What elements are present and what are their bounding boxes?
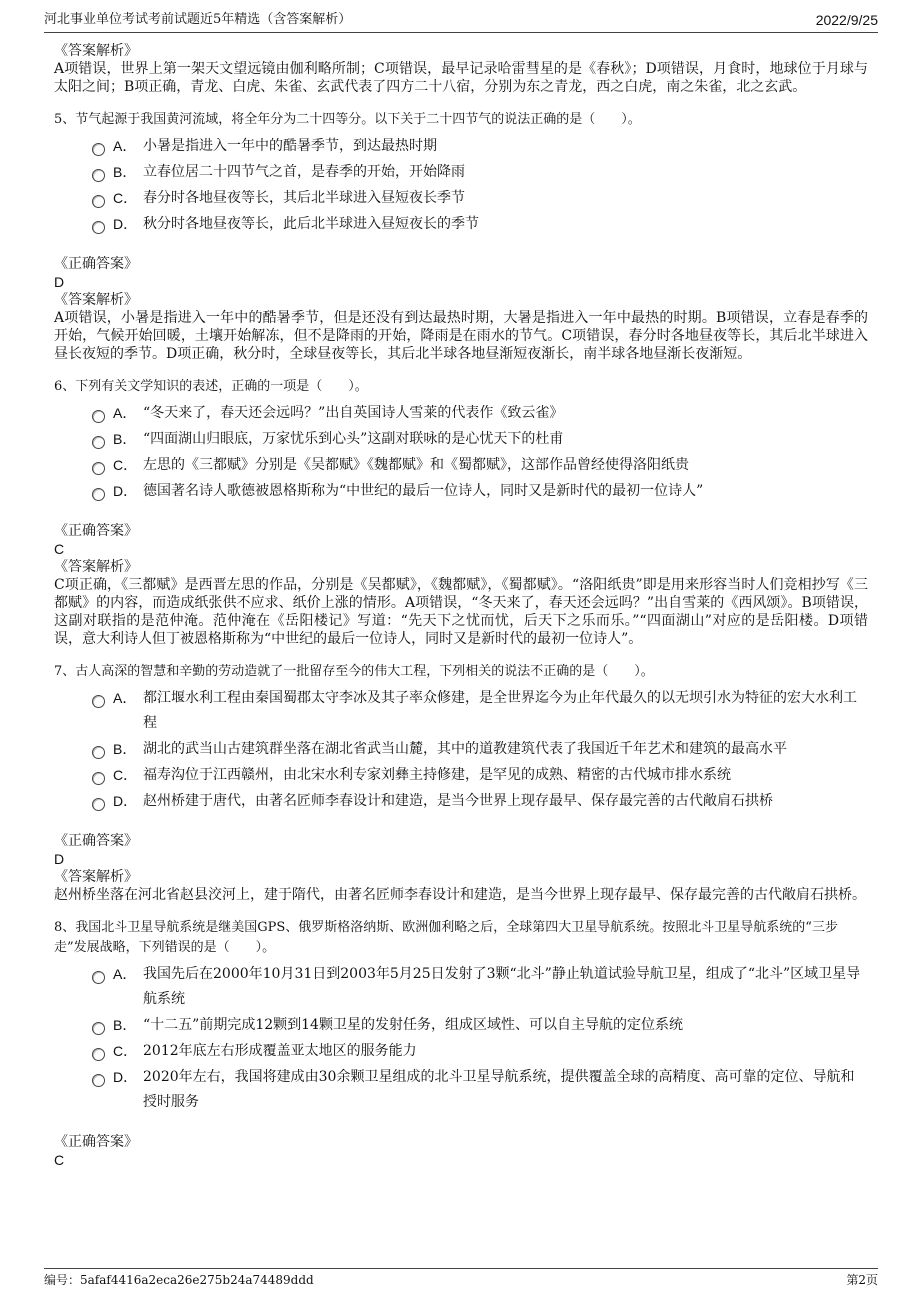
header-title: 河北事业单位考试考前试题近5年精选（含答案解析） — [44, 12, 352, 27]
correct-answer-value: D — [54, 851, 65, 867]
option-a[interactable] — [92, 962, 868, 1012]
option-letter: D． — [113, 1069, 138, 1085]
radio-icon[interactable] — [92, 436, 105, 449]
option-text: “冬天来了，春天还会远吗？”出自英国诗人雪莱的代表作《致云雀》 — [143, 405, 564, 421]
answer-block — [54, 255, 868, 363]
answer-block — [54, 832, 868, 904]
option-text: 德国著名诗人歌德被恩格斯称为“中世纪的最后一位诗人，同时又是新时代的最初一位诗人” — [143, 483, 704, 499]
option-letter: C． — [113, 767, 138, 783]
option-letter: D． — [113, 483, 138, 499]
option-b[interactable] — [92, 737, 868, 762]
option-text: 左思的《三都赋》分别是《吴都赋》《魏都赋》和《蜀都赋》，这部作品曾经使得洛阳纸贵 — [143, 457, 689, 473]
explanation-label: 《答案解析》 — [54, 292, 138, 308]
option-d[interactable] — [92, 1065, 868, 1115]
answer-block — [54, 522, 868, 648]
option-letter: B． — [113, 741, 137, 757]
radio-icon[interactable] — [92, 1022, 105, 1035]
option-c[interactable] — [92, 453, 868, 478]
correct-answer-label: 《正确答案》 — [54, 523, 138, 539]
radio-icon[interactable] — [92, 462, 105, 475]
page-header — [44, 10, 878, 33]
radio-icon[interactable] — [92, 169, 105, 182]
question-7 — [54, 662, 868, 904]
option-text: “十二五”前期完成12颗到14颗卫星的发射任务，组成区域性、可以自主导航的定位系统 — [143, 1017, 683, 1033]
option-text: 我国先后在2000年10月31日到2003年5月25日发射了3颗“北斗”静止轨道试验导航卫星，组成了“北斗”区域卫星导航系统 — [143, 966, 861, 1007]
option-text: “四面湖山归眼底，万家忧乐到心头”这副对联咏的是心忧天下的杜甫 — [143, 431, 564, 447]
explanation-text: 赵州桥坐落在河北省赵县洨河上，建于隋代，由著名匠师李春设计和建造，是当今世界上现存最早、保存最完善的古代敞肩石拱桥。 — [54, 887, 866, 903]
option-letter: B． — [113, 1017, 137, 1033]
question-stem: 5、节气起源于我国黄河流域，将全年分为二十四等分。以下关于二十四节气的说法正确的是（ ）。 — [54, 112, 641, 127]
question-stem: 7、古人高深的智慧和辛勤的劳动造就了一批留存至今的伟大工程，下列相关的说法不正确的是（ ）。 — [54, 664, 654, 679]
options-list — [92, 401, 868, 504]
answer-block — [54, 1133, 868, 1169]
option-letter: C． — [113, 190, 138, 206]
option-text: 小暑是指进入一年中的酷暑季节，到达最热时期 — [143, 138, 437, 154]
option-letter: A． — [113, 405, 137, 421]
explanation-text: A项错误，小暑是指进入一年中的酷暑季节，但是还没有到达最热时期，大暑是指进入一年中最热的时期。B项错误，立春是春季的开始，气候开始回暖，土壤开始解冻，但不是降雨的开始，降雨是在雨水的节气。C项错误，春分时各地昼夜等长，其后北半球进入昼长夜短的季节。D项正确，秋分时，全球昼夜等长，其后北半球各地昼渐短夜渐长，南半球各地昼渐长夜渐短。 — [54, 310, 868, 362]
explanation-label: 《答案解析》 — [54, 869, 138, 885]
option-d[interactable] — [92, 212, 868, 237]
radio-icon[interactable] — [92, 1074, 105, 1087]
option-b[interactable] — [92, 160, 868, 185]
radio-icon[interactable] — [92, 1048, 105, 1061]
option-d[interactable] — [92, 789, 868, 814]
option-text: 都江堰水利工程由秦国蜀郡太守李冰及其子率众修建，是全世界迄今为止年代最久的以无坝引水为特征的宏大水利工程 — [143, 690, 857, 731]
option-letter: C． — [113, 1043, 138, 1059]
option-text: 福寿沟位于江西赣州，由北宋水利专家刘彝主持修建，是罕见的成熟、精密的古代城市排水系统 — [143, 767, 731, 783]
explanation-label: 《答案解析》 — [54, 43, 138, 59]
document-content — [54, 42, 868, 1169]
option-text: 2020年左右，我国将建成由30余颗卫星组成的北斗卫星导航系统，提供覆盖全球的高精度、高可靠的定位、导航和授时服务 — [143, 1069, 855, 1110]
option-c[interactable] — [92, 1039, 868, 1064]
option-letter: A． — [113, 138, 137, 154]
explanation-label: 《答案解析》 — [54, 559, 138, 575]
correct-answer-label: 《正确答案》 — [54, 833, 138, 849]
option-a[interactable] — [92, 134, 868, 159]
option-letter: A． — [113, 966, 137, 982]
correct-answer-value: C — [54, 1152, 65, 1168]
question-stem: 8、我国北斗卫星导航系统是继美国GPS、俄罗斯格洛纳斯、欧洲伽利略之后，全球第四大卫星导航系统。按照北斗卫星导航系统的“三步走”发展战略，下列错误的是（ ）。 — [54, 920, 838, 955]
option-a[interactable] — [92, 401, 868, 426]
options-list — [92, 962, 868, 1115]
document-code: 编号：5afaf4416a2eca26e275b24a74489ddd — [44, 1273, 314, 1287]
option-letter: B． — [113, 164, 137, 180]
radio-icon[interactable] — [92, 746, 105, 759]
radio-icon[interactable] — [92, 488, 105, 501]
question-5 — [54, 110, 868, 363]
option-letter: A． — [113, 690, 137, 706]
option-letter: B． — [113, 431, 137, 447]
option-text: 赵州桥建于唐代，由著名匠师李春设计和建造，是当今世界上现存最早、保存最完善的古代敞肩石拱桥 — [143, 793, 773, 809]
page-footer — [44, 1268, 878, 1291]
option-letter: D． — [113, 793, 138, 809]
option-c[interactable] — [92, 186, 868, 211]
page-number: 第2页 — [846, 1273, 878, 1287]
correct-answer-value: D — [54, 274, 65, 290]
radio-icon[interactable] — [92, 971, 105, 984]
radio-icon[interactable] — [92, 772, 105, 785]
radio-icon[interactable] — [92, 798, 105, 811]
question-6 — [54, 377, 868, 648]
explanation-text: C项正确，《三都赋》是西晋左思的作品，分别是《吴都赋》，《魏都赋》，《蜀都赋》。“洛阳纸贵”即是用来形容当时人们竞相抄写《三都赋》的内容，而造成纸张供不应求、纸价上涨的情形。A项错误，“冬天来了，春天还会远吗？”出自雪莱的《西风颂》。B项错误，这副对联指的是范仲淹。范仲淹在《岳阳楼记》写道：“先天下之忧而忧，后天下之乐而乐。”“四面湖山”对应的是岳阳楼。D项错误，意大利诗人但丁被恩格斯称为“中世纪的最后一位诗人，同时又是新时代的最初一位诗人”。 — [54, 577, 868, 647]
radio-icon[interactable] — [92, 695, 105, 708]
header-date: 2022/9/25 — [815, 12, 878, 28]
question-8 — [54, 918, 868, 1169]
explanation-block-4 — [54, 42, 868, 96]
radio-icon[interactable] — [92, 143, 105, 156]
question-stem: 6、下列有关文学知识的表述，正确的一项是（ ）。 — [54, 379, 368, 394]
options-list — [92, 134, 868, 237]
radio-icon[interactable] — [92, 195, 105, 208]
correct-answer-label: 《正确答案》 — [54, 1134, 138, 1150]
option-text: 湖北的武当山古建筑群坐落在湖北省武当山麓，其中的道教建筑代表了我国近千年艺术和建筑的最高水平 — [143, 741, 787, 757]
option-text: 春分时各地昼夜等长，其后北半球进入昼短夜长季节 — [143, 190, 465, 206]
explanation-text: A项错误，世界上第一架天文望远镜由伽利略所制；C项错误，最早记录哈雷彗星的是《春秋》；D项错误，月食时，地球位于月球与太阳之间；B项正确，青龙、白虎、朱雀、玄武代表了四方二十八宿，分别为东之青龙，西之白虎，南之朱雀，北之玄武。 — [54, 61, 868, 95]
radio-icon[interactable] — [92, 410, 105, 423]
option-b[interactable] — [92, 1013, 868, 1038]
correct-answer-value: C — [54, 541, 65, 557]
option-text: 秋分时各地昼夜等长，此后北半球进入昼短夜长的季节 — [143, 216, 479, 232]
option-letter: C． — [113, 457, 138, 473]
option-c[interactable] — [92, 763, 868, 788]
option-b[interactable] — [92, 427, 868, 452]
radio-icon[interactable] — [92, 221, 105, 234]
option-letter: D． — [113, 216, 138, 232]
option-text: 立春位居二十四节气之首，是春季的开始，开始降雨 — [143, 164, 465, 180]
options-list — [92, 686, 868, 814]
option-d[interactable] — [92, 479, 868, 504]
correct-answer-label: 《正确答案》 — [54, 256, 138, 272]
option-text: 2012年底左右形成覆盖亚太地区的服务能力 — [143, 1043, 417, 1059]
option-a[interactable] — [92, 686, 868, 736]
